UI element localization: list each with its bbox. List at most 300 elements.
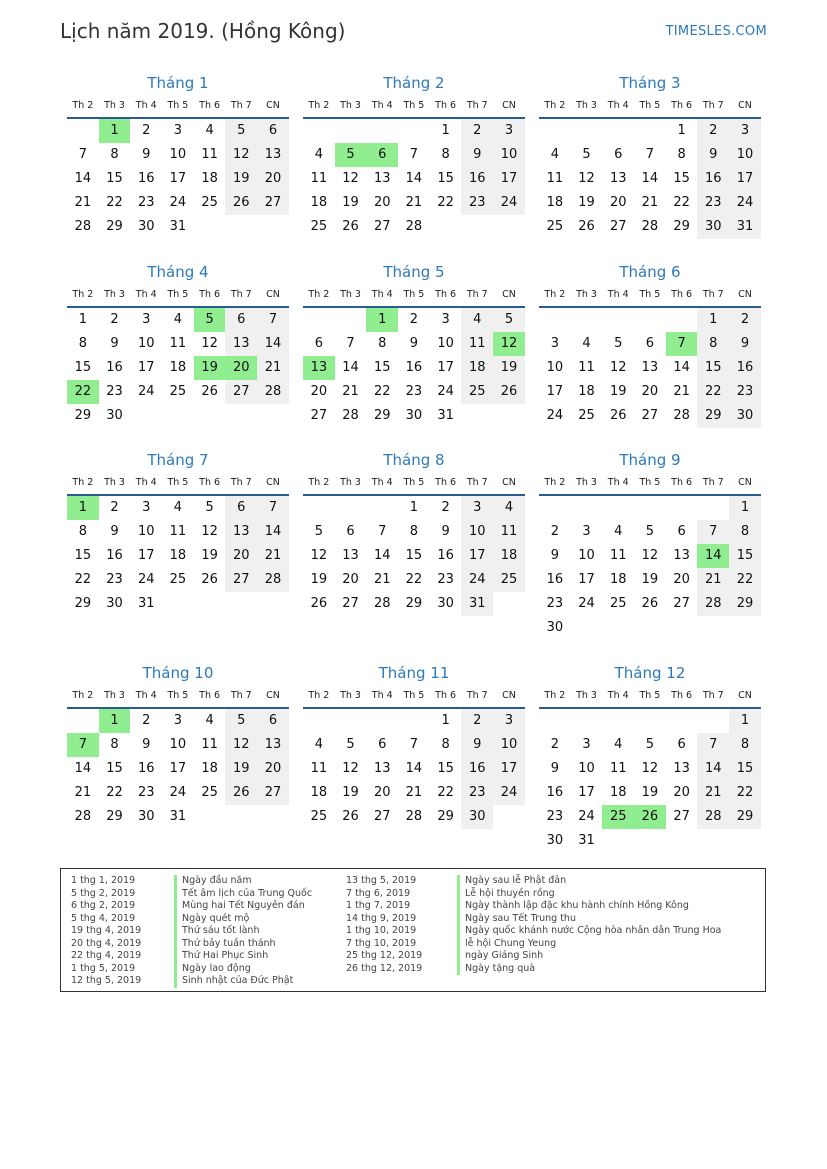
day-cell[interactable]: 13 [342, 548, 359, 563]
day-cell[interactable]: 29 [697, 404, 729, 428]
day-cell[interactable]: 22 [437, 195, 454, 210]
day-cell[interactable]: 31 [437, 408, 454, 423]
day-cell[interactable]: 22 [673, 195, 690, 210]
day-cell[interactable]: 13 [609, 171, 627, 186]
day-cell[interactable]: 17 [169, 171, 187, 186]
day-cell[interactable]: 15 [729, 757, 761, 781]
day-cell[interactable]: 9 [461, 143, 493, 167]
day-cell[interactable]: 20 [225, 544, 257, 568]
day-cell[interactable]: 21 [74, 195, 92, 210]
day-cell[interactable]: 28 [257, 568, 289, 592]
day-cell[interactable]: 6 [225, 308, 257, 332]
day-cell[interactable]: 27 [673, 809, 690, 824]
day-cell[interactable]: 21 [257, 356, 289, 380]
day-cell[interactable]: 25 [169, 572, 187, 587]
day-cell[interactable]: 1 [99, 709, 131, 733]
day-cell[interactable]: 9 [697, 143, 729, 167]
day-cell[interactable]: 26 [578, 219, 595, 234]
day-cell[interactable]: 10 [729, 143, 761, 167]
day-cell[interactable]: 19 [225, 167, 257, 191]
day-cell[interactable]: 13 [303, 356, 335, 380]
day-cell[interactable]: 9 [550, 548, 559, 563]
day-cell[interactable]: 7 [409, 737, 419, 752]
day-cell[interactable]: 12 [342, 761, 359, 776]
day-cell[interactable]: 16 [546, 572, 564, 587]
day-cell[interactable]: 16 [461, 757, 493, 781]
day-cell[interactable]: 11 [609, 548, 627, 563]
day-cell[interactable]: 1 [78, 312, 87, 327]
day-cell[interactable]: 27 [257, 191, 289, 215]
day-cell[interactable]: 14 [257, 332, 289, 356]
day-cell[interactable]: 15 [74, 548, 92, 563]
day-cell[interactable]: 18 [493, 544, 525, 568]
day-cell[interactable]: 3 [550, 336, 559, 351]
day-cell[interactable]: 20 [225, 356, 257, 380]
day-cell[interactable]: 30 [437, 596, 454, 611]
day-cell[interactable]: 15 [373, 360, 391, 375]
day-cell[interactable]: 21 [641, 195, 659, 210]
day-cell[interactable]: 30 [137, 809, 155, 824]
day-cell[interactable]: 10 [493, 143, 525, 167]
day-cell[interactable]: 1 [441, 123, 450, 138]
day-cell[interactable]: 14 [74, 171, 92, 186]
day-cell[interactable]: 21 [74, 785, 92, 800]
day-cell[interactable]: 30 [461, 805, 493, 829]
day-cell[interactable]: 8 [409, 524, 419, 539]
day-cell[interactable]: 13 [641, 360, 659, 375]
day-cell[interactable]: 29 [729, 592, 761, 616]
day-cell[interactable]: 9 [110, 336, 119, 351]
day-cell[interactable]: 4 [614, 524, 623, 539]
day-cell[interactable]: 18 [578, 384, 595, 399]
day-cell[interactable]: 8 [378, 336, 387, 351]
day-cell[interactable]: 18 [201, 761, 218, 776]
day-cell[interactable]: 27 [342, 596, 359, 611]
day-cell[interactable]: 11 [169, 524, 187, 539]
day-cell[interactable]: 12 [201, 524, 218, 539]
day-cell[interactable]: 16 [546, 785, 564, 800]
day-cell[interactable]: 21 [673, 384, 690, 399]
day-cell[interactable]: 20 [257, 757, 289, 781]
day-cell[interactable]: 31 [461, 592, 493, 616]
day-cell[interactable]: 22 [74, 572, 92, 587]
day-cell[interactable]: 9 [729, 332, 761, 356]
day-cell[interactable]: 4 [205, 713, 214, 728]
day-cell[interactable]: 14 [74, 761, 92, 776]
day-cell[interactable]: 16 [729, 356, 761, 380]
day-cell[interactable]: 16 [405, 360, 423, 375]
day-cell[interactable]: 26 [310, 596, 328, 611]
day-cell[interactable]: 13 [225, 332, 257, 356]
day-cell[interactable]: 6 [677, 737, 686, 752]
day-cell[interactable]: 29 [74, 408, 92, 423]
day-cell[interactable]: 1 [67, 496, 99, 520]
day-cell[interactable]: 21 [373, 572, 391, 587]
day-cell[interactable]: 4 [314, 737, 323, 752]
day-cell[interactable]: 25 [310, 219, 328, 234]
day-cell[interactable]: 15 [106, 171, 123, 186]
day-cell[interactable]: 25 [493, 568, 525, 592]
day-cell[interactable]: 9 [550, 761, 559, 776]
day-cell[interactable]: 26 [609, 408, 627, 423]
day-cell[interactable]: 25 [546, 219, 564, 234]
day-cell[interactable]: 26 [225, 191, 257, 215]
day-cell[interactable]: 2 [409, 312, 419, 327]
day-cell[interactable]: 16 [137, 171, 155, 186]
day-cell[interactable]: 20 [673, 785, 690, 800]
day-cell[interactable]: 26 [201, 572, 218, 587]
day-cell[interactable]: 20 [310, 384, 328, 399]
day-cell[interactable]: 5 [225, 119, 257, 143]
day-cell[interactable]: 12 [493, 332, 525, 356]
day-cell[interactable]: 23 [437, 572, 454, 587]
day-cell[interactable]: 3 [493, 709, 525, 733]
day-cell[interactable]: 5 [335, 143, 367, 167]
day-cell[interactable]: 9 [142, 147, 151, 162]
day-cell[interactable]: 8 [110, 147, 119, 162]
day-cell[interactable]: 10 [137, 524, 155, 539]
day-cell[interactable]: 28 [74, 809, 92, 824]
day-cell[interactable]: 13 [225, 520, 257, 544]
day-cell[interactable]: 25 [461, 380, 493, 404]
day-cell[interactable]: 7 [378, 524, 387, 539]
day-cell[interactable]: 8 [677, 147, 686, 162]
day-cell[interactable]: 9 [142, 737, 151, 752]
day-cell[interactable]: 18 [546, 195, 564, 210]
day-cell[interactable]: 23 [405, 384, 423, 399]
day-cell[interactable]: 1 [729, 496, 761, 520]
day-cell[interactable]: 1 [409, 500, 419, 515]
day-cell[interactable]: 27 [373, 809, 391, 824]
day-cell[interactable]: 10 [578, 761, 595, 776]
day-cell[interactable]: 30 [106, 408, 123, 423]
day-cell[interactable]: 18 [609, 785, 627, 800]
day-cell[interactable]: 25 [201, 785, 218, 800]
day-cell[interactable]: 9 [461, 733, 493, 757]
day-cell[interactable]: 7 [346, 336, 355, 351]
day-cell[interactable]: 24 [546, 408, 564, 423]
day-cell[interactable]: 5 [194, 308, 226, 332]
day-cell[interactable]: 23 [729, 380, 761, 404]
day-cell[interactable]: 15 [405, 548, 423, 563]
day-cell[interactable]: 6 [225, 496, 257, 520]
day-cell[interactable]: 9 [441, 524, 450, 539]
day-cell[interactable]: 5 [314, 524, 323, 539]
day-cell[interactable]: 17 [493, 757, 525, 781]
day-cell[interactable]: 12 [225, 733, 257, 757]
day-cell[interactable]: 11 [169, 336, 187, 351]
day-cell[interactable]: 10 [493, 733, 525, 757]
day-cell[interactable]: 2 [550, 524, 559, 539]
day-cell[interactable]: 17 [578, 572, 595, 587]
day-cell[interactable]: 28 [697, 592, 729, 616]
day-cell[interactable]: 22 [106, 195, 123, 210]
day-cell[interactable]: 23 [546, 596, 564, 611]
day-cell[interactable]: 21 [697, 568, 729, 592]
day-cell[interactable]: 2 [461, 119, 493, 143]
day-cell[interactable]: 26 [201, 384, 218, 399]
day-cell[interactable]: 22 [729, 568, 761, 592]
day-cell[interactable]: 6 [645, 336, 655, 351]
day-cell[interactable]: 11 [310, 761, 328, 776]
day-cell[interactable]: 18 [609, 572, 627, 587]
day-cell[interactable]: 19 [342, 785, 359, 800]
day-cell[interactable]: 23 [106, 384, 123, 399]
day-cell[interactable]: 24 [137, 384, 155, 399]
day-cell[interactable]: 3 [582, 737, 591, 752]
day-cell[interactable]: 3 [142, 312, 151, 327]
day-cell[interactable]: 18 [201, 171, 218, 186]
day-cell[interactable]: 24 [493, 191, 525, 215]
day-cell[interactable]: 6 [257, 119, 289, 143]
day-cell[interactable]: 28 [342, 408, 359, 423]
day-cell[interactable]: 14 [373, 548, 391, 563]
day-cell[interactable]: 17 [137, 360, 155, 375]
day-cell[interactable]: 13 [673, 548, 690, 563]
day-cell[interactable]: 15 [729, 544, 761, 568]
day-cell[interactable]: 12 [578, 171, 595, 186]
day-cell[interactable]: 2 [697, 119, 729, 143]
day-cell[interactable]: 26 [342, 809, 359, 824]
day-cell[interactable]: 11 [578, 360, 595, 375]
day-cell[interactable]: 3 [493, 119, 525, 143]
day-cell[interactable]: 30 [137, 219, 155, 234]
day-cell[interactable]: 14 [697, 757, 729, 781]
day-cell[interactable]: 5 [346, 737, 355, 752]
day-cell[interactable]: 28 [373, 596, 391, 611]
day-cell[interactable]: 18 [169, 360, 187, 375]
day-cell[interactable]: 29 [405, 596, 423, 611]
day-cell[interactable]: 3 [173, 713, 183, 728]
day-cell[interactable]: 12 [641, 761, 659, 776]
day-cell[interactable]: 8 [729, 520, 761, 544]
day-cell[interactable]: 25 [310, 809, 328, 824]
day-cell[interactable]: 11 [310, 171, 328, 186]
day-cell[interactable]: 19 [641, 785, 659, 800]
day-cell[interactable]: 6 [677, 524, 686, 539]
day-cell[interactable]: 6 [366, 143, 398, 167]
day-cell[interactable]: 5 [645, 524, 655, 539]
day-cell[interactable]: 13 [373, 171, 391, 186]
day-cell[interactable]: 11 [493, 520, 525, 544]
day-cell[interactable]: 14 [641, 171, 659, 186]
day-cell[interactable]: 2 [142, 123, 151, 138]
day-cell[interactable]: 17 [169, 761, 187, 776]
day-cell[interactable]: 10 [169, 737, 187, 752]
day-cell[interactable]: 27 [641, 408, 659, 423]
day-cell[interactable]: 26 [634, 805, 666, 829]
day-cell[interactable]: 20 [609, 195, 627, 210]
day-cell[interactable]: 18 [169, 548, 187, 563]
day-cell[interactable]: 20 [257, 167, 289, 191]
day-cell[interactable]: 10 [169, 147, 187, 162]
day-cell[interactable]: 7 [67, 733, 99, 757]
day-cell[interactable]: 17 [437, 360, 454, 375]
day-cell[interactable]: 22 [373, 384, 391, 399]
day-cell[interactable]: 3 [142, 500, 151, 515]
day-cell[interactable]: 7 [697, 520, 729, 544]
day-cell[interactable]: 29 [74, 596, 92, 611]
day-cell[interactable]: 1 [366, 308, 398, 332]
day-cell[interactable]: 12 [342, 171, 359, 186]
day-cell[interactable]: 2 [550, 737, 559, 752]
day-cell[interactable]: 26 [342, 219, 359, 234]
day-cell[interactable]: 7 [666, 332, 698, 356]
day-cell[interactable]: 11 [201, 737, 218, 752]
day-cell[interactable]: 24 [493, 781, 525, 805]
day-cell[interactable]: 22 [729, 781, 761, 805]
day-cell[interactable]: 26 [493, 380, 525, 404]
day-cell[interactable]: 18 [461, 356, 493, 380]
day-cell[interactable]: 21 [405, 195, 423, 210]
day-cell[interactable]: 31 [169, 219, 187, 234]
day-cell[interactable]: 25 [609, 596, 627, 611]
day-cell[interactable]: 21 [342, 384, 359, 399]
day-cell[interactable]: 23 [697, 191, 729, 215]
day-cell[interactable]: 15 [697, 356, 729, 380]
day-cell[interactable]: 13 [373, 761, 391, 776]
day-cell[interactable]: 19 [201, 548, 218, 563]
day-cell[interactable]: 27 [609, 219, 627, 234]
day-cell[interactable]: 4 [173, 500, 183, 515]
day-cell[interactable]: 24 [169, 195, 187, 210]
day-cell[interactable]: 3 [173, 123, 183, 138]
day-cell[interactable]: 29 [437, 809, 454, 824]
day-cell[interactable]: 25 [602, 805, 634, 829]
day-cell[interactable]: 8 [729, 733, 761, 757]
day-cell[interactable]: 11 [546, 171, 564, 186]
day-cell[interactable]: 7 [257, 496, 289, 520]
day-cell[interactable]: 5 [614, 336, 623, 351]
day-cell[interactable]: 5 [582, 147, 591, 162]
day-cell[interactable]: 16 [137, 761, 155, 776]
day-cell[interactable]: 29 [373, 408, 391, 423]
day-cell[interactable]: 14 [673, 360, 690, 375]
day-cell[interactable]: 29 [106, 219, 123, 234]
day-cell[interactable]: 29 [729, 805, 761, 829]
day-cell[interactable]: 17 [546, 384, 564, 399]
day-cell[interactable]: 28 [641, 219, 659, 234]
day-cell[interactable]: 1 [99, 119, 131, 143]
day-cell[interactable]: 5 [225, 709, 257, 733]
day-cell[interactable]: 14 [405, 171, 423, 186]
day-cell[interactable]: 28 [74, 219, 92, 234]
day-cell[interactable]: 3 [582, 524, 591, 539]
day-cell[interactable]: 5 [205, 500, 214, 515]
day-cell[interactable]: 23 [546, 809, 564, 824]
day-cell[interactable]: 10 [546, 360, 564, 375]
day-cell[interactable]: 9 [409, 336, 419, 351]
day-cell[interactable]: 23 [461, 781, 493, 805]
day-cell[interactable]: 13 [673, 761, 690, 776]
day-cell[interactable]: 15 [106, 761, 123, 776]
day-cell[interactable]: 24 [137, 572, 155, 587]
day-cell[interactable]: 7 [645, 147, 655, 162]
day-cell[interactable]: 10 [437, 336, 454, 351]
day-cell[interactable]: 24 [169, 785, 187, 800]
day-cell[interactable]: 4 [205, 123, 214, 138]
day-cell[interactable]: 24 [578, 596, 595, 611]
day-cell[interactable]: 19 [609, 384, 627, 399]
day-cell[interactable]: 30 [546, 620, 564, 635]
day-cell[interactable]: 21 [257, 544, 289, 568]
day-cell[interactable]: 16 [106, 548, 123, 563]
day-cell[interactable]: 22 [405, 572, 423, 587]
day-cell[interactable]: 27 [673, 596, 690, 611]
day-cell[interactable]: 4 [173, 312, 183, 327]
day-cell[interactable]: 11 [461, 332, 493, 356]
day-cell[interactable]: 5 [645, 737, 655, 752]
day-cell[interactable]: 8 [441, 147, 450, 162]
day-cell[interactable]: 21 [697, 781, 729, 805]
day-cell[interactable]: 17 [729, 167, 761, 191]
day-cell[interactable]: 15 [437, 171, 454, 186]
day-cell[interactable]: 28 [697, 805, 729, 829]
day-cell[interactable]: 14 [257, 520, 289, 544]
day-cell[interactable]: 22 [437, 785, 454, 800]
day-cell[interactable]: 25 [201, 195, 218, 210]
day-cell[interactable]: 8 [78, 336, 87, 351]
day-cell[interactable]: 6 [378, 737, 387, 752]
day-cell[interactable]: 6 [346, 524, 355, 539]
day-cell[interactable]: 12 [310, 548, 328, 563]
day-cell[interactable]: 27 [310, 408, 328, 423]
day-cell[interactable]: 14 [405, 761, 423, 776]
day-cell[interactable]: 15 [673, 171, 690, 186]
day-cell[interactable]: 22 [697, 380, 729, 404]
day-cell[interactable]: 17 [461, 544, 493, 568]
day-cell[interactable]: 7 [697, 733, 729, 757]
day-cell[interactable]: 17 [137, 548, 155, 563]
day-cell[interactable]: 27 [225, 568, 257, 592]
day-cell[interactable]: 15 [437, 761, 454, 776]
day-cell[interactable]: 27 [225, 380, 257, 404]
day-cell[interactable]: 30 [546, 833, 564, 848]
day-cell[interactable]: 27 [257, 781, 289, 805]
day-cell[interactable]: 28 [673, 408, 690, 423]
day-cell[interactable]: 19 [641, 572, 659, 587]
day-cell[interactable]: 29 [673, 219, 690, 234]
day-cell[interactable]: 2 [729, 308, 761, 332]
day-cell[interactable]: 7 [78, 147, 87, 162]
day-cell[interactable]: 30 [405, 408, 423, 423]
day-cell[interactable]: 22 [106, 785, 123, 800]
day-cell[interactable]: 30 [729, 404, 761, 428]
day-cell[interactable]: 20 [342, 572, 359, 587]
day-cell[interactable]: 15 [74, 360, 92, 375]
day-cell[interactable]: 20 [373, 195, 391, 210]
day-cell[interactable]: 25 [169, 384, 187, 399]
day-cell[interactable]: 19 [342, 195, 359, 210]
day-cell[interactable]: 20 [673, 572, 690, 587]
day-cell[interactable]: 26 [641, 596, 659, 611]
day-cell[interactable]: 17 [578, 785, 595, 800]
day-cell[interactable]: 19 [225, 757, 257, 781]
day-cell[interactable]: 12 [225, 143, 257, 167]
day-cell[interactable]: 10 [461, 520, 493, 544]
day-cell[interactable]: 31 [169, 809, 187, 824]
day-cell[interactable]: 3 [461, 496, 493, 520]
day-cell[interactable]: 26 [225, 781, 257, 805]
day-cell[interactable]: 10 [137, 336, 155, 351]
day-cell[interactable]: 16 [437, 548, 454, 563]
day-cell[interactable]: 2 [110, 500, 119, 515]
site-logo[interactable]: TIMESLES.COM [665, 24, 767, 39]
day-cell[interactable]: 31 [729, 215, 761, 239]
day-cell[interactable]: 31 [137, 596, 155, 611]
day-cell[interactable]: 16 [106, 360, 123, 375]
day-cell[interactable]: 12 [609, 360, 627, 375]
